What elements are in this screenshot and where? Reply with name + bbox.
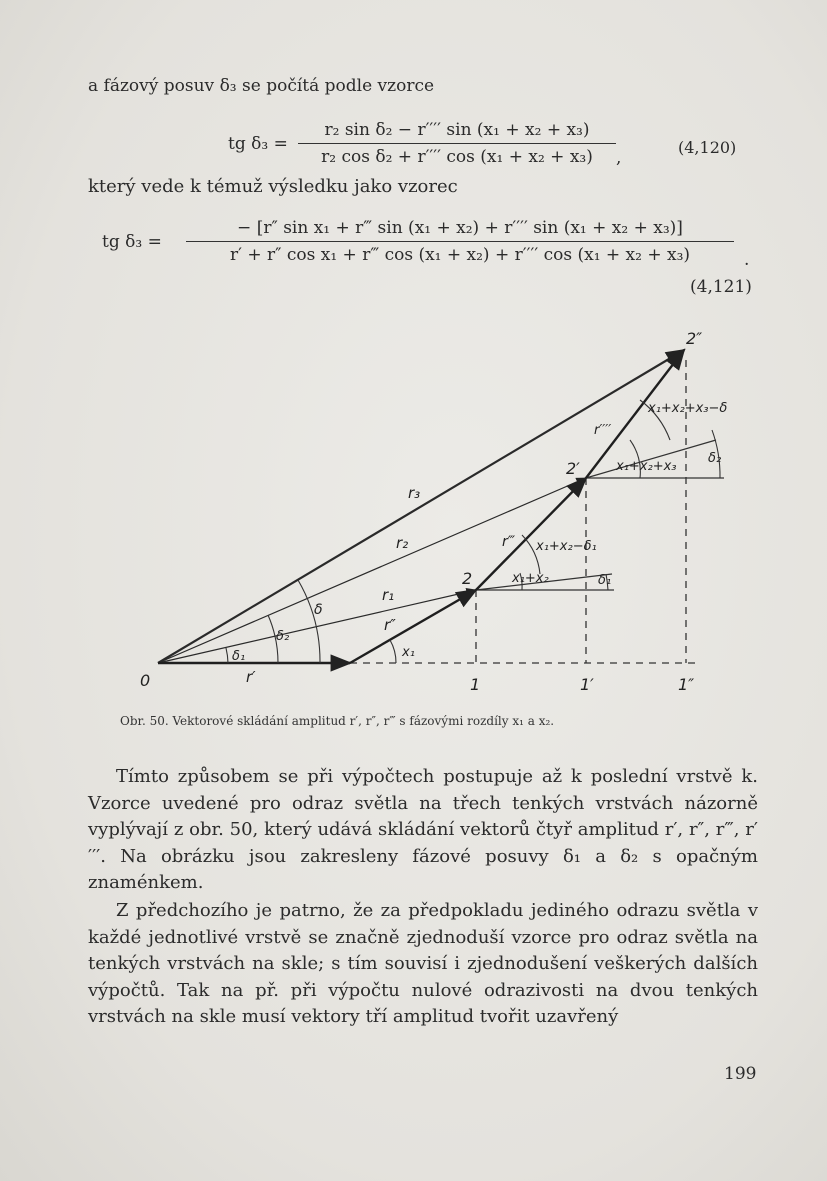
paragraph-2: Z předchozího je patrno, že za předpokladu jediného odrazu světla v každé jednotlivé vrstvě se značně zjednoduší vzorce pro odraz světla na tenkých vrstvách na skle; s tím souvisí i zjednodušení veškerých dalších výpočtů. Tak na př. při výpočtu nulové odrazivosti na dvou tenkých vrstvách na skle musí vektory tří amplitud tvořit uzavřený [88,900,758,1027]
figure-caption: Obr. 50. Vektorové skládání amplitud r′, r″, r‴ s fázovými rozdíly x₁ a x₂. [120,714,555,728]
page-number: 199 [724,1064,757,1084]
reference-lines [476,440,724,590]
formula-4-121-numerator: − [r″ sin x₁ + r‴ sin (x₁ + x₂) + r′′′′ sin (x₁ + x₂ + x₃)] [237,218,683,238]
label-delta2: δ₂ [276,629,290,644]
label-delta1: δ₁ [232,649,246,664]
label-r3: r₃ [408,484,421,502]
resultant-vectors [158,350,684,663]
label-point-2: 2 [462,569,473,588]
label-x1: x₁ [402,645,415,660]
label-r-qprime: r′′′′ [594,423,612,438]
label-point-1: 1 [470,675,481,694]
label-x1-x2-x3-minus-d: x₁+x₂+x₃−δ [648,401,728,416]
label-point-2-dprime: 2″ [686,329,703,348]
formula-4-120-denominator: r₂ cos δ₂ + r′′′′ cos (x₁ + x₂ + x₃) [321,147,593,167]
label-point-1-dprime: 1″ [678,675,695,694]
formula-4-121-lhs: tg δ₃ = [102,232,162,252]
label-point-2-prime: 2′ [566,459,580,478]
formula-4-120-numerator: r₂ sin δ₂ − r′′′′ sin (x₁ + x₂ + x₃) [324,120,590,140]
label-x1-plus-x2: x₁+x₂ [512,571,549,586]
label-r1: r₁ [382,586,395,604]
label-r-prime: r′ [246,668,256,686]
bridge-text: který vede k témuž výsledku jako vzorec [88,176,458,197]
formula-4-120-trail: , [616,148,622,168]
equation-number-4-121: (4,121) [690,277,752,297]
formula-4-121-trail: . [744,250,750,270]
label-x1-x2-x3: x₁+x₂+x₃ [616,459,677,474]
angle-arcs [226,400,720,663]
label-r2: r₂ [396,534,409,552]
label-point-1-prime: 1′ [580,675,594,694]
label-delta2-right: δ₂ [708,451,722,466]
label-origin: 0 [140,671,151,690]
formula-4-120-lhs: tg δ₃ = [228,134,288,154]
label-delta1-right: δ₁ [598,573,612,588]
paragraph-1: Tímto způsobem se při výpočtech postupuje až k poslední vrstvě k. Vzorce uvedené pro odraz světla na třech tenkých vrstvách názorně vyplývají z obr. 50, který udává skládání vektorů čtyř amplitud r′, r″, r‴, r′′′′. Na obrázku jsou zakresleny fázové posuvy δ₁ a δ₂ s opačným znaménkem. [88,766,758,893]
label-x1-x2-minus-d1: x₁+x₂−δ₁ [536,539,597,554]
label-delta: δ [314,602,323,618]
formula-4-121-denominator: r′ + r″ cos x₁ + r‴ cos (x₁ + x₂) + r′′′′ cos (x₁ + x₂ + x₃) [229,245,691,265]
label-r-tprime: r‴ [502,534,516,550]
intro-text: a fázový posuv δ₃ se počítá podle vzorce [88,76,435,96]
label-r-dprime: r″ [384,616,396,634]
equation-number-4-120: (4,120) [678,138,737,157]
